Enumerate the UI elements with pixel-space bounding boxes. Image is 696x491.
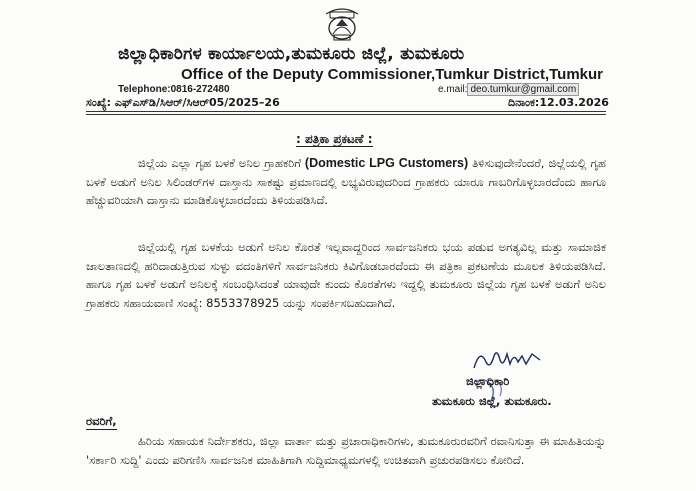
paragraph1-rest: ತಿಳಿಸುವುದೇನೆಂದರೆ, ಜಿಲ್ಲೆಯಲ್ಲಿ ಗೃಹ ಬಳಕೆ ಅಡುಗೆ ಅನಿಲ ಸಿಲಿಂಡರ್‌ಗಳ ದಾಸ್ತಾನು ಸಾಕಷ್ಟು ಪ್ರಮಾಣದಲ್ಲಿ ಲಭ್ಯವಿರುವುದರಿಂದ ಗ್ರಾಹಕರು ಯಾರೂ ಗಾಬರಿಗೊಳ್ಳಬಾರದೆಂದು ಹಾಗೂ ಹೆಚ್ಚುವರಿಯಾಗಿ ದಾಸ್ತಾನು ಮಾಡಿಕೊಳ್ಳಬಾರದೆಂದು ತಿಳಿಯಪಡಿಸಿದೆ. xyxy=(86,156,606,207)
paragraph1-lead: ಜಿಲ್ಲೆಯ ಎಲ್ಲಾ ಗೃಹ ಬಳಕೆ ಅನಿಲ ಗ್ರಾಹಕರಿಗೆ xyxy=(138,156,305,170)
signatory-place: ತುಮಕೂರು ಜಿಲ್ಲೆ, ತುಮಕೂರು. xyxy=(432,394,552,408)
office-title-kannada: ಜಿಲ್ಲಾಧಿಕಾರಿಗಳ ಕಾರ್ಯಾಲಯ,ತುಮಕೂರು ಜಿಲ್ಲೆ, ತುಮಕೂರು xyxy=(118,44,465,64)
header-divider-thin xyxy=(86,114,606,115)
telephone-number: Telephone:0816-272480 xyxy=(118,84,230,95)
signatory-title: ಜಿಲ್ಲಾಧಿಕಾರಿ xyxy=(466,374,510,388)
press-note-title xyxy=(296,132,373,147)
document-date: ದಿನಾಂಕ:12.03.2026 xyxy=(508,96,609,109)
signature-icon xyxy=(470,342,550,374)
recipient-heading: ರವರಿಗೆ, xyxy=(86,414,117,428)
paragraph1-english-term: (Domestic LPG Customers) xyxy=(304,156,469,170)
office-title-english: Office of the Deputy Commissioner,Tumkur District,Tumkur xyxy=(181,66,604,83)
paragraph-lpg-availability xyxy=(86,154,606,210)
paragraph-rumours-helpline: ಜಿಲ್ಲೆಯಲ್ಲಿ ಗೃಹ ಬಳಕೆಯ ಅಡುಗೆ ಅನಿಲ ಕೊರತೆ ಇಲ್ಲವಾದ್ದರಿಂದ ಸಾರ್ವಜನಿಕರು ಭಯ ಪಡುವ ಅಗತ್ಯವಿಲ್ಲ ಮತ್ತು ಸಾಮಾಜಿಕ ಜಾಲತಾಣದಲ್ಲಿ ಹರಿದಾಡುತ್ತಿರುವ ಸುಳ್ಳು ವದಂತಿಗಳಿಗೆ ಸಾರ್ವಜನಿಕರು ಕಿವಿಗೊಡಬಾರದೆಂದು ಈ ಪತ್ರಿಕಾ ಪ್ರಕಟಣೆಯ ಮೂಲಕ ತಿಳಿಯಪಡಿಸಿದೆ. ಹಾಗೂ ಗೃಹ ಬಳಕೆ ಅಡುಗೆ ಅನಿಲಕ್ಕೆ ಸಂಬಂಧಿಸಿದಂತೆ ಯಾವುದೇ ಕುಂದು ಕೊರತೆಗಳು ಇದ್ದಲ್ಲಿ ತುಮಕೂರು ಜಿಲ್ಲೆಯ ಗೃಹ ಬಳಕೆ ಅಡುಗೆ ಅನಿಲ ಗ್ರಾಹಕರು ಸಹಾಯವಾಣಿ ಸಂಖ್ಯೆ: 8553378925 ಯನ್ನು ಸಂಪರ್ಕಿಸಬಹುದಾಗಿದೆ. xyxy=(86,240,606,310)
paragraph-forwarding-note: ಹಿರಿಯ ಸಹಾಯಕ ನಿರ್ದೇಶಕರು, ಜಿಲ್ಲಾ ವಾರ್ತಾ ಮತ್ತು ಪ್ರಚಾರಾಧಿಕಾರಿಗಳು, ತುಮಕೂರುರವರಿಗೆ ರವಾನಿಸುತ್ತಾ ಈ ಮಾಹಿತಿಯನ್ನು 'ಸರ್ಕಾರಿ ಸುದ್ದಿ' ಎಂದು ಪರಿಗಣಿಸಿ ಸಾರ್ವಜನಿಕ ಮಾಹಿತಿಗಾಗಿ ಸುದ್ದಿಮಾಧ್ಯಮಗಳಲ್ಲಿ ಉಚಿತವಾಗಿ ಪ್ರಚುರಪಡಿಸಲು ಕೋರಿದೆ. xyxy=(86,434,606,467)
government-emblem-icon xyxy=(318,4,366,44)
press-note-title-text: : ಪತ್ರಿಕಾ ಪ್ರಕಟಣೆ : xyxy=(296,132,373,146)
email-value: deo.tumkur@gmail.com xyxy=(467,83,579,96)
header-divider-thick xyxy=(86,111,606,112)
email-label: e.mail: xyxy=(438,84,468,95)
reference-number: ಸಂಖ್ಯೆ: ಎಫ್‌ಎಸ್‌ಡಿ/ಸಿಆರ್/ಸಿಆರ್05/2025–26 xyxy=(86,96,280,109)
email-address xyxy=(438,84,579,95)
